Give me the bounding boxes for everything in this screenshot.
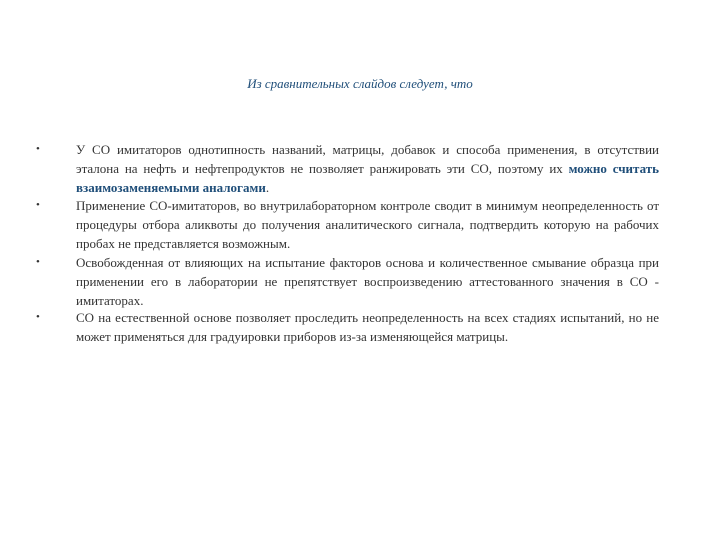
bullet-text: Применение СО-имитаторов, во внутрилабораторном контроле сводит в минимум неопределенность от процедуры отбора аликвоты до получения аналитического сигнала, подтвердить которую на рабочих пробах не представляется возможным. <box>76 198 659 251</box>
bullet-highlight: можно считать взаимозаменяемыми аналогами <box>76 161 659 195</box>
slide-title: Из сравнительных слайдов следует, что <box>247 76 473 91</box>
bullet-text <box>76 140 659 197</box>
bullet-marker: • <box>36 143 40 155</box>
bullet-text-after: . <box>265 180 270 195</box>
bullet-text-before: У СО имитаторов однотипность названий, матрицы, добавок и способа применения, в отсутствии эталона на нефть и нефтепродуктов не позволяет ранжировать эти СО, поэтому их <box>76 142 659 176</box>
bullet-marker: • <box>36 311 40 323</box>
bullet-text: Освобожденная от влияющих на испытание факторов основа и количественное смывание образца при применении его в лаборатории не препятствует воспроизведению аттестованного значения в СО - имитаторах. <box>76 255 659 308</box>
bullet-marker: • <box>36 256 40 268</box>
bullet-marker: • <box>36 199 40 211</box>
bullet-text: СО на естественной основе позволяет проследить неопределенность на всех стадиях испытаний, но не может применяться для градуировки приборов из-за изменяющейся матрицы. <box>76 310 659 344</box>
